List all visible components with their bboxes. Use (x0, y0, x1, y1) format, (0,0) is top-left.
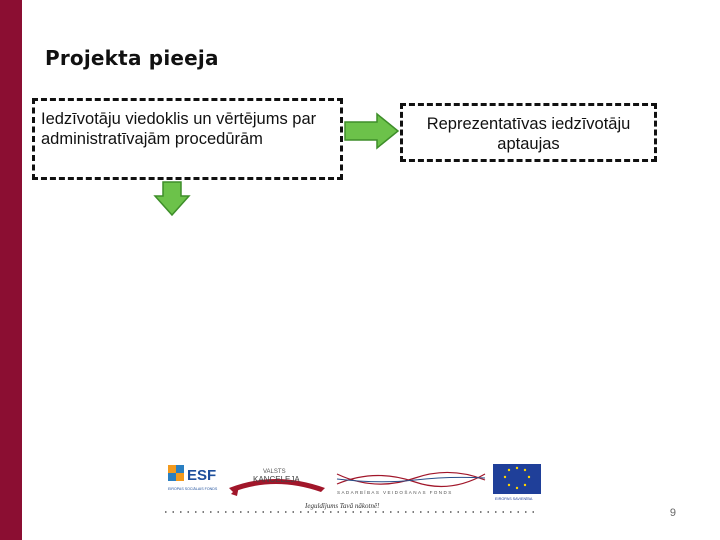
right-arrow-icon (344, 112, 400, 150)
node-surveys-label: Reprezentatīvas iedzīvotāju aptaujas (426, 115, 631, 153)
esf-logo (168, 465, 218, 491)
node-residents-opinion (32, 98, 343, 180)
down-arrow-icon (153, 181, 191, 217)
node-surveys (400, 103, 657, 162)
vk-logo-text-2: KANCELEJA (253, 475, 300, 484)
accent-side-bar (0, 0, 22, 540)
slide-title: Projekta pieeja (45, 46, 219, 70)
esf-logo-text: ESF (187, 467, 217, 484)
footer-slogan: Ieguldījums Tavā nākotnē! (305, 502, 380, 510)
esf-logo-subtext: EIROPAS SOCIĀLAIS FONDS (168, 487, 218, 491)
footer-logos (165, 462, 545, 520)
funds-logo-text: SADARBĪBAS VEIDOŠANAS FONDS (337, 490, 453, 495)
node-residents-opinion-label: Iedzīvotāju viedoklis un vērtējums par administratīvajām procedūrām (41, 110, 317, 148)
eu-funds-logo (337, 472, 485, 495)
page-number: 9 (669, 507, 676, 519)
vk-logo-text-1: VALSTS (263, 469, 286, 475)
valsts-kanceleja-logo (229, 469, 325, 496)
eu-flag-logo (493, 464, 541, 501)
eu-flag-text: EIROPAS SAVIENĪBA (495, 497, 533, 501)
